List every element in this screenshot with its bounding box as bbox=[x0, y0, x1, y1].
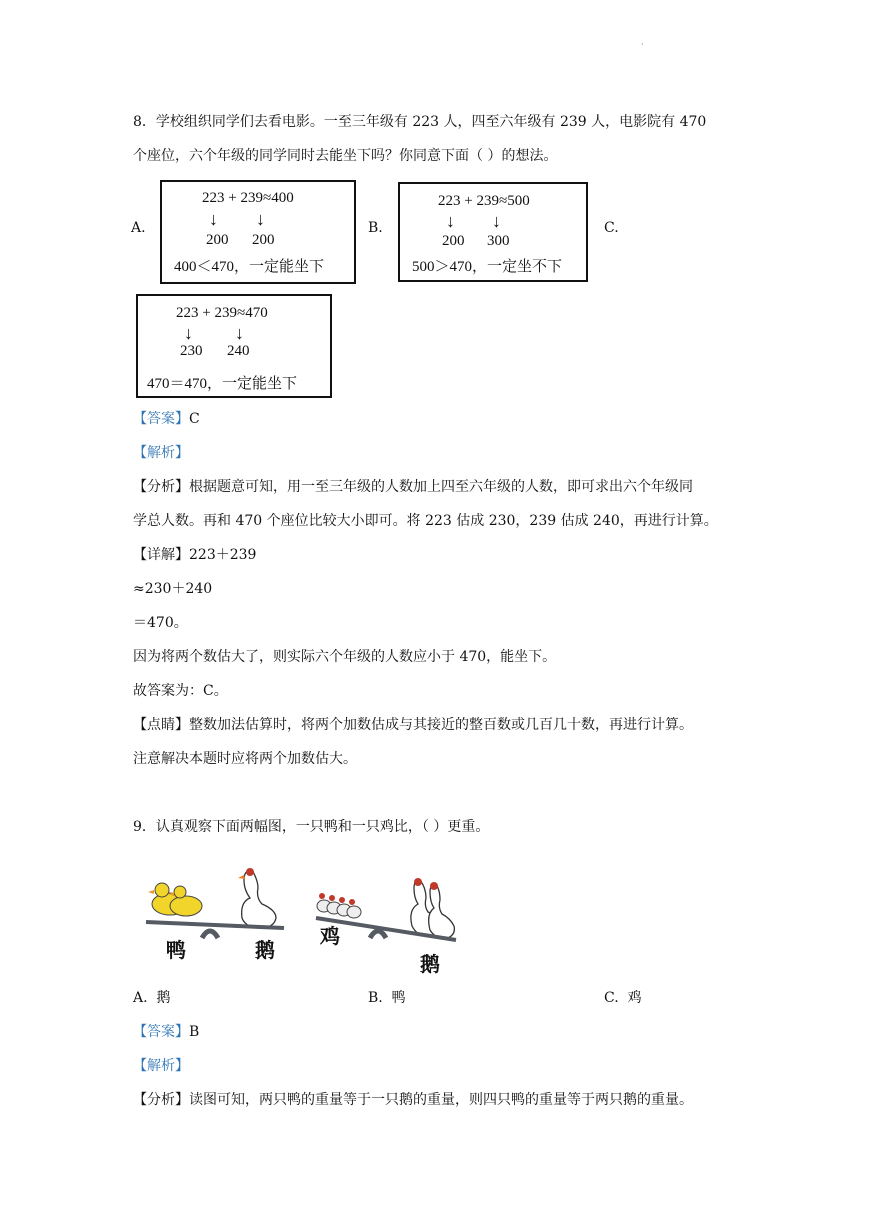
q8-analysis-tag: 【解析】 bbox=[133, 445, 189, 461]
q8-option-c-b: 240 bbox=[227, 343, 250, 359]
q8-option-b-result: 500＞470，一定坐不下 bbox=[412, 259, 563, 275]
q8-stem-line1: 8．学校组织同学们去看电影。一至三年级有 223 人，四至六年级有 239 人，电影院有 470 bbox=[133, 114, 707, 130]
answer-tag: 【答案】 bbox=[133, 1024, 189, 1040]
q8-xiangjie-line5: 故答案为：C。 bbox=[133, 683, 228, 699]
q9-option-c bbox=[604, 988, 642, 1008]
down-arrow-icon: ↓ bbox=[209, 209, 218, 229]
q9-answer bbox=[133, 1022, 199, 1042]
down-arrow-icon: ↓ bbox=[184, 323, 193, 343]
answer-tag: 【答案】 bbox=[133, 411, 189, 427]
goose-icon bbox=[411, 878, 455, 938]
q8-option-c-result: 470＝470，一定能坐下 bbox=[147, 376, 298, 392]
q8-xiangjie-line1 bbox=[133, 545, 256, 565]
fig2-left-label: 鸡 bbox=[320, 924, 340, 948]
fenxi-text: 读图可知，两只鸭的重量等于一只鹅的重量，则四只鸭的重量等于两只鹅的重量。 bbox=[189, 1092, 693, 1108]
dianjing-text: 整数加法估算时，将两个加数估成与其接近的整百数或几百几十数，再进行计算。 bbox=[189, 717, 693, 733]
q8-xiangjie-line4: 因为将两个数估大了，则实际六个年级的人数应小于 470，能坐下。 bbox=[133, 649, 557, 665]
answer-value: B bbox=[189, 1024, 200, 1040]
q8-option-b-expr: 223 + 239≈500 bbox=[438, 193, 530, 209]
down-arrow-icon: ↓ bbox=[235, 323, 244, 343]
down-arrow-icon: ↓ bbox=[446, 211, 455, 231]
q8-xiangjie-line2: ≈230＋240 bbox=[133, 581, 213, 597]
q8-option-a-b: 200 bbox=[252, 232, 275, 248]
goose-icon bbox=[238, 868, 276, 928]
q8-option-a-result: 400＜470，一定能坐下 bbox=[174, 259, 325, 275]
fenxi-tag: 【分析】 bbox=[133, 1092, 189, 1108]
q8-option-c-box bbox=[136, 294, 332, 398]
q8-dianjing-line2: 注意解决本题时应将两个加数估大。 bbox=[133, 751, 357, 767]
q9-stem: 9．认真观察下面两幅图，一只鸭和一只鸡比，（ ）更重。 bbox=[133, 819, 490, 835]
q8-fenxi-line2: 学总人数。再和 470 个座位比较大小即可。将 223 估成 230，239 估成 240，再进行计算。 bbox=[133, 513, 718, 529]
duck-icon bbox=[148, 883, 202, 916]
down-arrow-icon: ↓ bbox=[256, 209, 265, 229]
option-text: 鹅 bbox=[156, 990, 171, 1006]
option-label: C. bbox=[604, 990, 619, 1006]
q8-option-b-a: 200 bbox=[442, 233, 465, 249]
answer-value: C bbox=[189, 411, 200, 427]
xiangjie-text: 223＋239 bbox=[189, 547, 257, 563]
fenxi-tag: 【分析】 bbox=[133, 479, 189, 495]
q8-option-c-label: C. bbox=[604, 220, 619, 236]
q9-fenxi-line1 bbox=[133, 1090, 693, 1110]
fig1-left-label: 鸭 bbox=[166, 938, 186, 962]
q8-option-b-label: B. bbox=[368, 220, 383, 236]
fig1-right-label: 鹅 bbox=[255, 938, 275, 962]
fenxi-text: 根据题意可知，用一至三年级的人数加上四至六年级的人数，即可求出六个年级同 bbox=[189, 479, 693, 495]
q8-option-a-box bbox=[160, 180, 356, 284]
q8-option-c-expr: 223 + 239≈470 bbox=[176, 305, 268, 321]
q9-analysis-tag: 【解析】 bbox=[133, 1058, 189, 1074]
q8-option-b-box bbox=[398, 182, 588, 282]
q9-option-b bbox=[368, 988, 406, 1008]
option-label: A. bbox=[133, 990, 148, 1006]
q8-xiangjie-line3: ＝470。 bbox=[133, 615, 188, 631]
q8-option-a-expr: 223 + 239≈400 bbox=[202, 190, 294, 206]
header-mark: · bbox=[641, 40, 644, 49]
q8-answer bbox=[133, 409, 200, 429]
q8-stem-line2: 个座位，六个年级的同学同时去能坐下吗？你同意下面（ ）的想法。 bbox=[133, 148, 558, 164]
q9-option-a bbox=[133, 988, 170, 1008]
option-text: 鸡 bbox=[627, 990, 642, 1006]
chicken-icon bbox=[317, 893, 361, 918]
q8-option-b-b: 300 bbox=[487, 233, 510, 249]
q8-option-a-label: A. bbox=[131, 220, 146, 236]
q8-option-c-a: 230 bbox=[180, 343, 203, 359]
option-label: B. bbox=[368, 990, 383, 1006]
fig2-right-label: 鹅 bbox=[420, 952, 440, 976]
down-arrow-icon: ↓ bbox=[492, 211, 501, 231]
dianjing-tag: 【点睛】 bbox=[133, 717, 189, 733]
xiangjie-tag: 【详解】 bbox=[133, 547, 189, 563]
q8-dianjing-line1 bbox=[133, 715, 693, 735]
q8-option-a-a: 200 bbox=[206, 232, 229, 248]
option-text: 鸭 bbox=[391, 990, 406, 1006]
q8-fenxi-line1 bbox=[133, 477, 693, 497]
